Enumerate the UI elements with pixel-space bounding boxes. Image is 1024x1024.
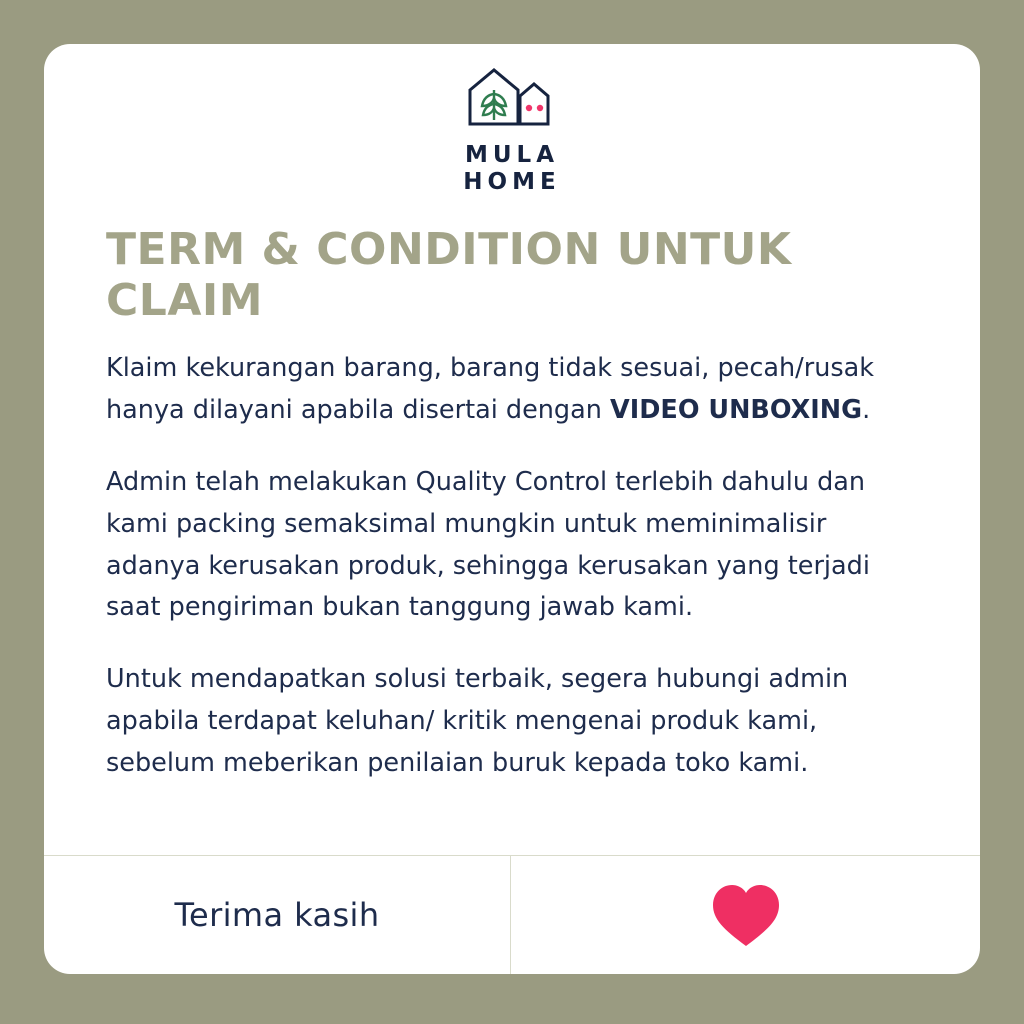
brand-name <box>463 142 560 196</box>
page-title: TERM & CONDITION UNTUK CLAIM <box>106 224 792 327</box>
footer-heart-cell <box>511 856 980 974</box>
thanks-label: Terima kasih <box>174 896 380 934</box>
paragraph-contact-admin: Untuk mendapatkan solusi terbaik, segera hubungi admin apabila terdapat keluhan/ kritik mengenai produk kami, sebelum meberikan penilaian buruk kepada toko kami. <box>106 664 849 778</box>
paragraph-1-text-end: . <box>862 395 871 426</box>
content-area <box>44 196 980 855</box>
footer-thanks-cell <box>44 856 511 974</box>
brand-line-2: HOME <box>463 169 561 196</box>
house-plant-logo <box>464 62 560 134</box>
paragraph-quality-control: Admin telah melakukan Quality Control terlebih dahulu dan kami packing semaksimal mungkin untuk meminimalisir adanya kerusakan produk, sehingga kerusakan yang terjadi saat pengiriman bukan tanggung jawab kami. <box>106 466 870 623</box>
card-footer <box>44 855 980 974</box>
notice-card <box>44 44 980 974</box>
paragraph-claim-policy <box>106 348 918 432</box>
heart-icon <box>709 880 783 950</box>
brand-line-1: MULA <box>464 142 560 168</box>
logo-area <box>44 44 980 196</box>
paragraph-1-text-start: Klaim kekurangan barang, barang tidak sesuai, pecah/rusak hanya dilayani apabila disertai dengan <box>106 353 875 426</box>
video-unboxing-emphasis: VIDEO UNBOXING <box>610 395 863 426</box>
